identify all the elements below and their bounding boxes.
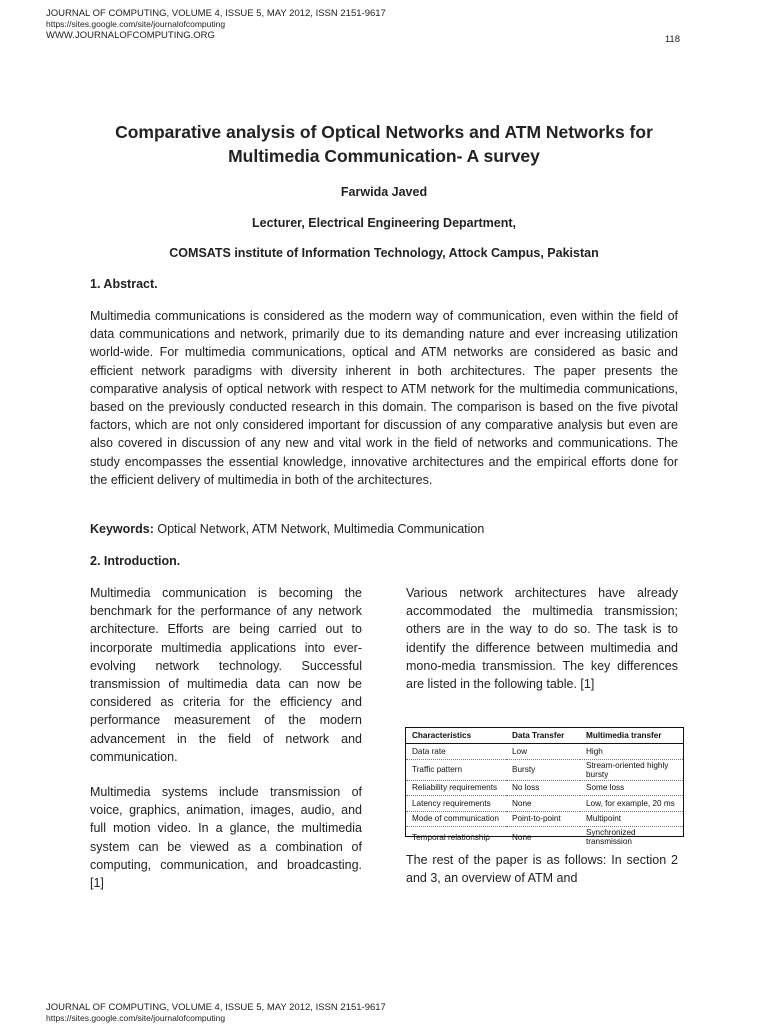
table-cell: Stream-oriented highly bursty: [580, 759, 683, 780]
running-header: [46, 8, 686, 41]
table-cell: High: [580, 744, 683, 760]
table-cell: Data rate: [406, 744, 506, 760]
header-website-line: WWW.JOURNALOFCOMPUTING.ORG: [46, 30, 215, 41]
author-name: Farwida Javed: [340, 185, 428, 199]
right-column-top: [406, 584, 678, 693]
table-cell: Multipoint: [580, 811, 683, 827]
keywords-label: Keywords:: [90, 522, 154, 536]
paper-title: [60, 120, 708, 168]
table-cell: Low: [506, 744, 580, 760]
keywords: [90, 522, 484, 536]
table-row: [406, 744, 683, 760]
header-journal-line: JOURNAL OF COMPUTING, VOLUME 4, ISSUE 5, MAY 2012, ISSN 2151-9617: [46, 8, 386, 19]
table-header-row: [406, 728, 683, 744]
table-row: [406, 796, 683, 812]
footer-journal-line: JOURNAL OF COMPUTING, VOLUME 4, ISSUE 5, MAY 2012, ISSN 2151-9617: [46, 1002, 386, 1013]
table-cell: Mode of communication: [406, 811, 506, 827]
affiliation-institute: COMSATS institute of Information Technology, Attock Campus, Pakistan: [169, 246, 599, 260]
table-cell: Some loss: [580, 780, 683, 796]
running-footer: [46, 1002, 386, 1024]
intro-right-paragraph-1: Various network architectures have already accommodated the multimedia transmission; others are in the way to do so. The task is to identify the difference between multimedia and mono-media transmission. The key differences are listed in the following table. [1]: [406, 586, 678, 692]
table-cell: No loss: [506, 780, 580, 796]
table-cell: None: [506, 796, 580, 812]
table-row: [406, 780, 683, 796]
title-line-2: Multimedia Communication- A survey: [228, 146, 540, 166]
title-line-1: Comparative analysis of Optical Networks and ATM Networks for: [115, 122, 653, 142]
right-column-bottom: [406, 851, 678, 887]
header-url-line: https://sites.google.com/site/journalofcomputing: [46, 19, 226, 29]
table-row: [406, 759, 683, 780]
table-header-cell: Characteristics: [406, 728, 506, 744]
table-cell: None: [512, 832, 532, 842]
table-cell: Low, for example, 20 ms: [580, 796, 683, 812]
table-cell: Bursty: [506, 759, 580, 780]
table-cell: Point-to-point: [506, 811, 580, 827]
abstract-heading: 1. Abstract.: [90, 277, 158, 291]
table-cell: Reliability requirements: [406, 780, 506, 796]
comparison-table: [405, 727, 684, 846]
left-column: [90, 584, 362, 892]
table-header-cell: Data Transfer: [506, 728, 580, 744]
table-row: [406, 811, 683, 827]
intro-left-paragraph-1: Multimedia communication is becoming the benchmark for the performance of any network architecture. Efforts are being carried out to incorporate multimedia applications into ever-evolving network technology. Successful transmission of multimedia data can now be considered as criteria for the efficiency and performance measurement of the modern advancement in the field of network and communication.: [90, 586, 362, 764]
intro-left-paragraph-2: Multimedia systems include transmission of voice, graphics, animation, images, audio, and full motion video. In a glance, the multimedia system can be viewed as a combination of computing, communication, and broadcasting. [1]: [90, 785, 362, 891]
table-header-cell: Multimedia transfer: [580, 728, 683, 744]
table-cell: Traffic pattern: [406, 759, 506, 780]
introduction-heading: 2. Introduction.: [90, 554, 181, 568]
table-cell: Temporal relationship: [412, 832, 490, 842]
table-row: [406, 827, 683, 848]
affiliation-department: Lecturer, Electrical Engineering Department,: [252, 216, 516, 230]
keywords-text: Optical Network, ATM Network, Multimedia Communication: [153, 522, 485, 536]
abstract-text: Multimedia communications is considered as the modern way of communication, even within the field of data communications and network, primarily due to its demanding nature and ever increasing utilization world-wide. For multimedia communications, optical and ATM networks are considered as basic and efficient network paradigms with diversity inherent in both architectures. The paper presents the comparative analysis of optical network with respect to ATM network for the multimedia communications, based on the previously conducted research in this domain. The comparison is based on the five pivotal factors, which are not only considered important for discussion of any comparative analysis but even are also covered in discussion of any new and vital work in the field of networks and communications. The study encompasses the essential knowledge, innovative architectures and the empirical efforts done for the efficient delivery of multimedia in both of the architectures.: [90, 309, 678, 487]
intro-right-paragraph-2: The rest of the paper is as follows: In section 2 and 3, an overview of ATM and: [406, 853, 678, 886]
table-cell: Synchronized transmission: [586, 828, 636, 846]
page-number: 118: [664, 34, 680, 45]
table-cell: Latency requirements: [406, 796, 506, 812]
footer-url-line: https://sites.google.com/site/journalofcomputing: [46, 1013, 226, 1023]
